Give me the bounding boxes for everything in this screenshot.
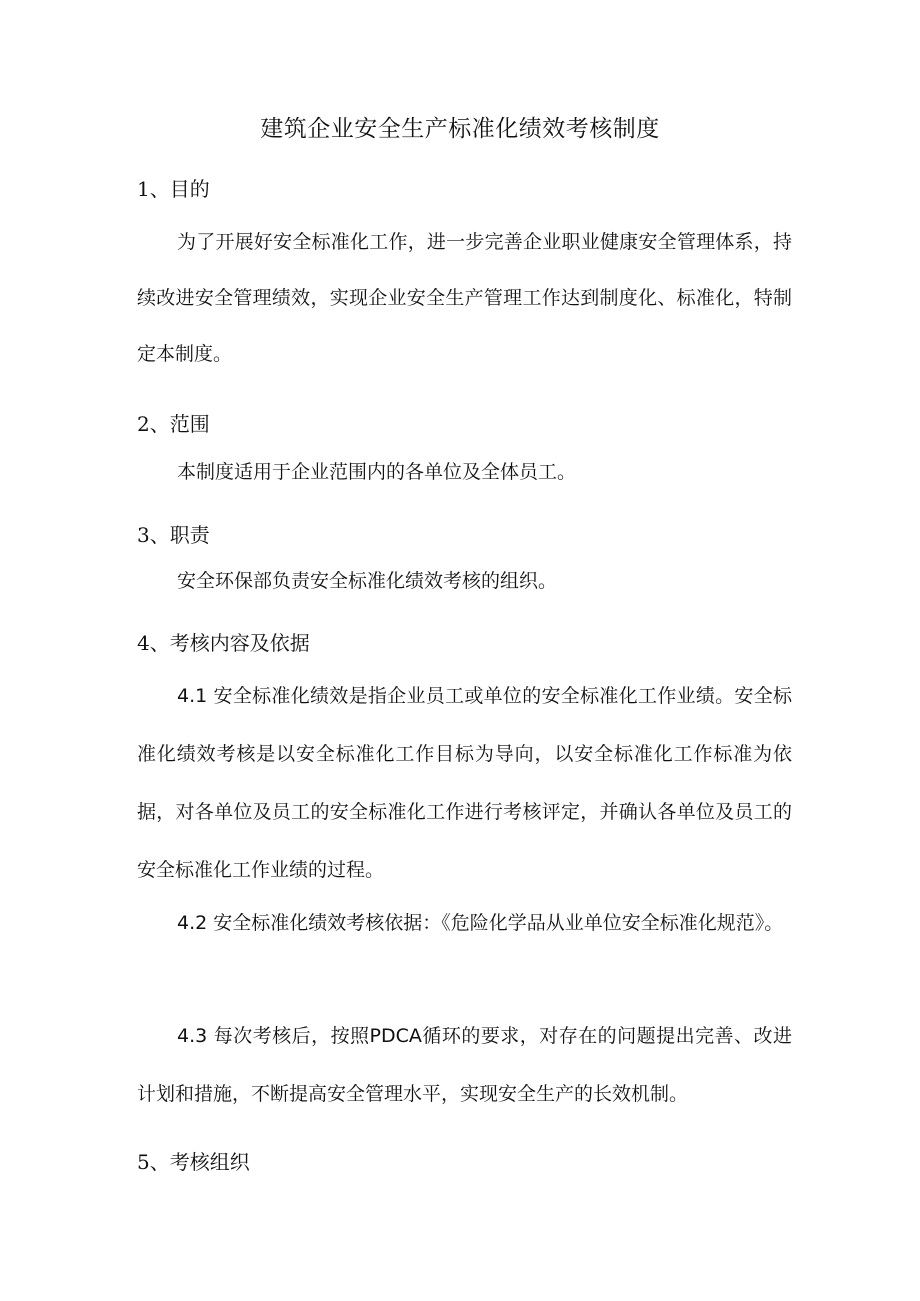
section-heading-scope: 2、范围: [137, 412, 210, 436]
paragraph-scope: 本制度适用于企业范围内的各单位及全体员工。: [177, 461, 577, 483]
paragraph-content-4-2: 4.2 安全标准化绩效考核依据：《危险化学品从业单位安全标准化规范》。: [177, 912, 784, 934]
document-title: 建筑企业安全生产标准化绩效考核制度: [260, 116, 660, 142]
paragraph-content-4-1: 4.1 安全标准化绩效是指企业员工或单位的安全标准化工作业绩。安全标准化绩效考核是以安全标准化工作目标为导向，以安全标准化工作标准为依据，对各单位及员工的安全标准化工作进行考核评定，并确认各单位及员工的安全标准化工作业绩的过程。: [137, 685, 792, 881]
section-heading-responsibility: 3、职责: [137, 523, 210, 547]
section-heading-purpose: 1、目的: [137, 177, 210, 201]
section-heading-organization: 5、考核组织: [137, 1150, 250, 1174]
paragraph-purpose: 为了开展好安全标准化工作，进一步完善企业职业健康安全管理体系，持续改进安全管理绩效，实现企业安全生产管理工作达到制度化、标准化，特制定本制度。: [137, 231, 792, 365]
paragraph-responsibility: 安全环保部负责安全标准化绩效考核的组织。: [177, 570, 558, 592]
paragraph-content-4-3: 4.3 每次考核后，按照PDCA循环的要求，对存在的问题提出完善、改进计划和措施，不断提高安全管理水平，实现安全生产的长效机制。: [137, 1025, 792, 1105]
section-heading-content-basis: 4、考核内容及依据: [137, 631, 310, 655]
